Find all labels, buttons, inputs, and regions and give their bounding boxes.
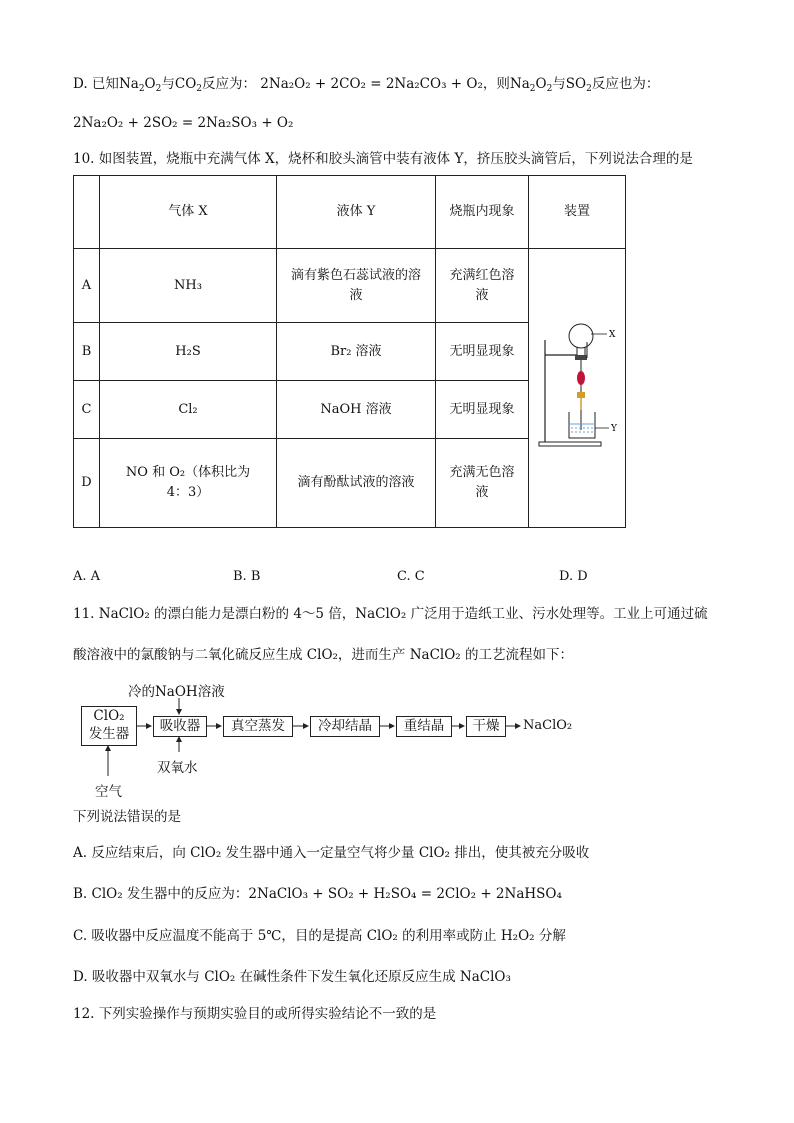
d-option-eq2: 2Na₂O₂ + 2SO₂ = 2Na₂SO₃ + O₂ [73,115,294,131]
flow-below-absorber: 双氧水 [157,760,198,776]
flow-product: NaClO₂ [523,718,573,733]
generator-line: 发生器 [88,726,130,742]
d-option-text2: 反应为： [202,76,256,92]
q11-line-2: 酸溶液中的氯酸钠与二氧化硫反应生成 ClO₂，进而生产 NaClO₂ 的工艺流程如下： [73,647,573,663]
d-option-text4: 与 [552,76,566,92]
row-gas: NH₃ [100,249,277,323]
row-label: C [74,381,100,439]
q11-line-1: 11. NaClO₂ 的漂白能力是漂白粉的 4～5 倍，NaClO₂ 广泛用于造纸工业、污水处理等。工业上可通过硫 [73,606,708,622]
q11-option-b: B. ClO₂ 发生器中的反应为：2NaClO₃ + SO₂ + H₂SO₄ = 2ClO₂ + 2NaHSO₄ [73,886,562,902]
phenomenon-line: 液 [475,287,489,303]
header-cell: 气体 X [100,176,277,249]
row-label: B [74,323,100,381]
label-x: X [609,329,616,340]
row-gas: NO 和 O₂（体积比为 4：3） [100,439,277,528]
d-option-line-1: D. 已知$Na_2O_2$与$CO_2$反应为： 2Na₂O₂ + 2CO₂ = 2Na₂CO₃ + O₂，则$Na_2O_2$与$SO_2$反应也为： [73,76,660,94]
flow-step-absorber: 吸收器 [153,716,207,737]
flow-step-cooling: 冷却结晶 [310,716,380,737]
d-option-text3: ，则 [482,76,510,92]
flow-step-recrystallize: 重结晶 [396,716,452,737]
generator-line: ClO₂ [93,708,125,724]
row-gas: H₂S [100,323,277,381]
flow-top-label: 冷的NaOH溶液 [128,684,225,700]
q10-stem: 10. 如图装置，烧瓶中充满气体 X，烧杯和胶头滴管中装有液体 Y，挤压胶头滴管后，下列说法合理的是 [73,151,693,167]
header-cell: 装置 [529,176,626,249]
row-gas: Cl₂ [100,381,277,439]
q12-stem: 12. 下列实验操作与预期实验目的或所得实验结论不一致的是 [73,1006,437,1022]
d-option-eq1: 2Na₂O₂ + 2CO₂ = 2Na₂CO₃ + O₂ [260,76,483,92]
q11-option-a: A. 反应结束后，向 ClO₂ 发生器中通入一定量空气将少量 ClO₂ 排出，使其被充分吸收 [73,845,590,861]
q10-option-b: B. B [233,569,261,584]
q11-prompt: 下列说法错误的是 [73,809,181,825]
header-cell: 液体 Y [277,176,436,249]
liquid-line: 滴有紫色石蕊试液的溶 [290,267,421,283]
d-option-text5: 反应也为： [591,76,660,92]
phenomenon-line: 液 [475,485,489,500]
header-cell: 烧瓶内现象 [436,176,529,249]
label-y: Y [611,423,617,434]
flow-step-dry: 干燥 [466,716,506,737]
liquid-line: 液 [349,287,363,303]
q11-option-c: C. 吸收器中反应温度不能高于 5℃，目的是提高 ClO₂ 的利用率或防止 H₂O₂ 分解 [73,928,566,944]
q10-option-c: C. C [397,569,425,584]
row-liquid: Br₂ 溶液 [277,323,436,381]
q10-option-d: D. D [559,569,588,584]
q10-option-a: A. A [73,569,101,584]
d-option-lead: D. 已知 [73,76,119,92]
row-phenomenon: 无明显现象 [436,323,529,381]
d-option-text1: 与 [161,76,175,92]
row-liquid: 滴有酚酞试液的溶液 [277,439,436,528]
phenomenon-line: 充满红色溶 [449,267,515,283]
row-liquid: NaOH 溶液 [277,381,436,439]
row-phenomenon: 无明显现象 [436,381,529,439]
row-label: A [74,249,100,323]
flow-step-evaporation: 真空蒸发 [223,716,293,737]
q11-option-d: D. 吸收器中双氧水与 ClO₂ 在碱性条件下发生氧化还原反应生成 NaClO₃ [73,969,511,985]
phenomenon-line: 充满无色溶 [449,465,515,480]
row-label: D [74,439,100,528]
flow-below-generator: 空气 [95,784,122,800]
